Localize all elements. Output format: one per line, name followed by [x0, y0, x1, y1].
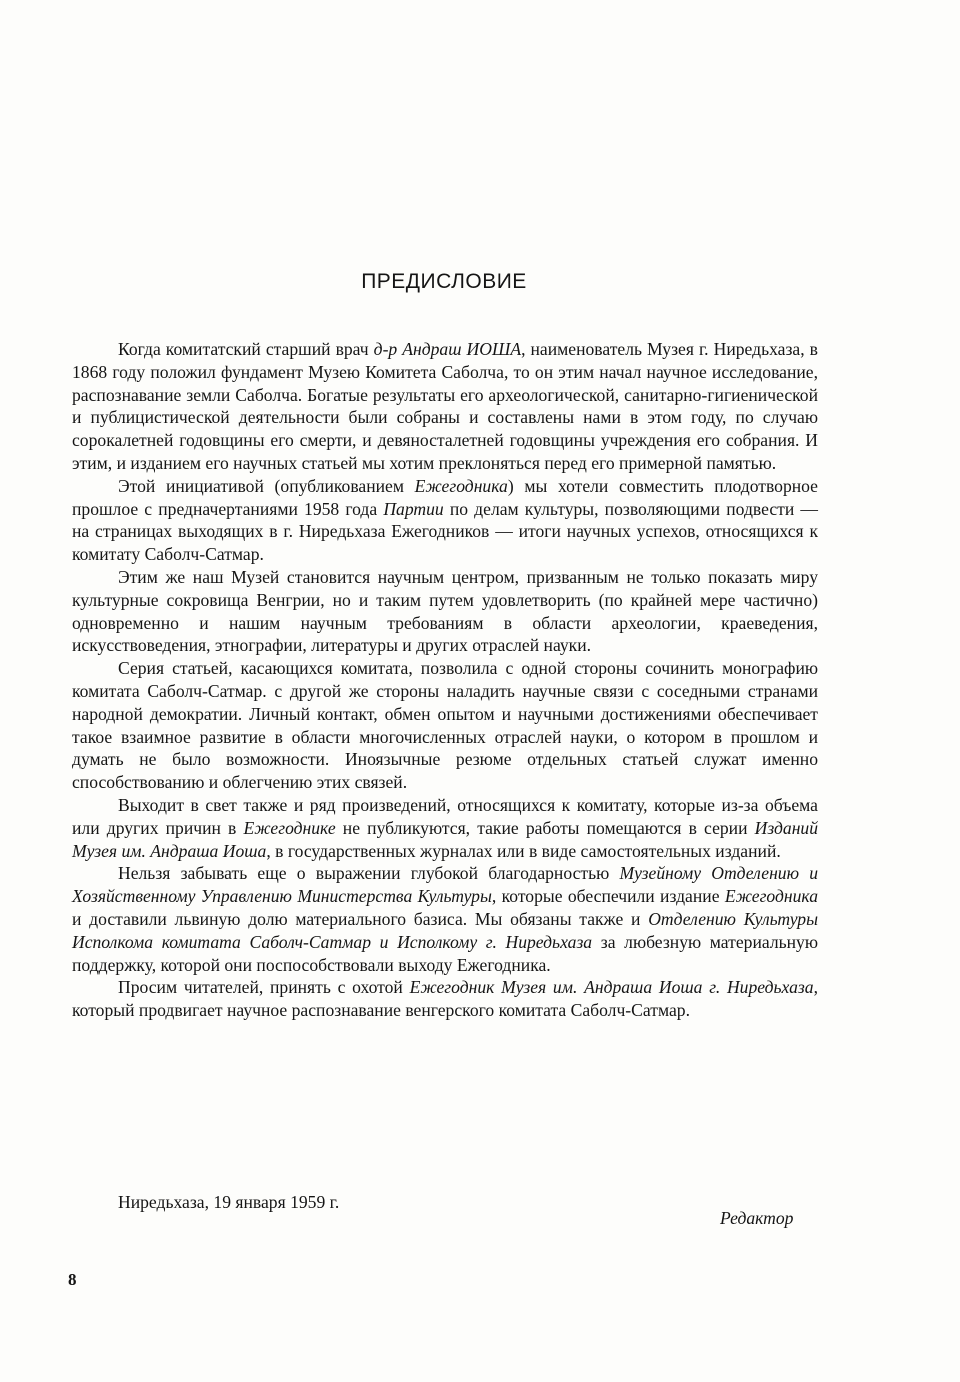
paragraph: [72, 657, 818, 794]
text-run: по делам культуры, позволяющими подвести — на страницах выходящих в г. Ниредьхаза Ежегодников — итоги научных успехов, относящихся к комитату Саболч-Сатмар.: [72, 498, 818, 565]
text-run: , в государственных журналах или в виде самостоятельных изданий.: [266, 840, 781, 861]
italic-run: Ежегодник Музея им. Андраша Иоша г. Ниредьхаза: [409, 977, 814, 998]
italic-run: Ежегодника: [724, 886, 819, 907]
paragraph: [72, 338, 818, 475]
text-run: Нельзя забывать еще о выражении глубокой благодарностью: [118, 863, 620, 884]
place-and-date: Ниредьхаза, 19 января 1959 г.: [118, 1192, 340, 1212]
italic-run: Изданий Музея им. Андраша Иоша: [72, 817, 819, 861]
page-number: 8: [68, 1270, 77, 1289]
paragraph: [72, 475, 818, 566]
preface-body: [72, 338, 818, 1022]
page-title: ПРЕДИСЛОВИЕ: [361, 270, 527, 293]
text-run: Этой инициативой (опубликованием: [118, 475, 415, 496]
italic-run: Музейному Отделению и Хозяйственному Управлению Министерства Культуры: [72, 863, 818, 907]
paragraph: [72, 566, 818, 657]
text-run: , которые обеспечили издание: [491, 886, 725, 907]
paragraph: [72, 794, 818, 862]
italic-run: Ежегоднике: [243, 817, 336, 838]
text-run: , наименователь Музея г. Ниредьхаза, в 1868 году положил фундамент Музею Комитета Саболча, то он этим начал научное исследование, распознавание земли Саболча. Богатые результаты его археологической, санитарно-гигиенической и публицистической деятельности были собраны и составлены нами в этом году, по случаю сорокалетней годовщины его смерти, и девяносталетней годовщины учреждения его собрания. И этим, и изданием его научных статьей мы хотим преклоняться перед его примерной памятью.: [72, 339, 818, 473]
text-run: Этим же наш Музей становится научным центром, призванным не только показать миру культурные сокровища Венгрии, но и таким путем удовлетворить (по крайней мере частично) одновременно и нашим научным требованиям в области археологии, краеведения, искусствоведения, этнографии, литературы и других отраслей науки.: [72, 566, 818, 656]
text-run: Когда комитатский старший врач: [118, 339, 374, 359]
text-run: и доставили львиную долю материального базиса. Мы обязаны также и: [72, 908, 649, 929]
text-run: не публикуются, такие работы помещаются в серии: [335, 817, 755, 838]
paragraph: [72, 862, 818, 976]
text-run: Выходит в свет также и ряд произведений, относящихся к комитату, которые из-за объема или других причин в: [72, 794, 818, 838]
paragraph: [72, 976, 818, 1022]
text-run: за любезную материальную поддержку, которой они поспособствовали выходу Ежегодника.: [72, 931, 818, 975]
text-run: Серия статьей, касающихся комитата, позволила с одной стороны сочинить монографию комитата Саболч-Сатмар. с другой же стороны наладить научные связи с соседными странами народной демократии. Личный контакт, обмен опытом и научными достижениями обеспечивает такое взаимное развитие в области многочисленных отраслей науки, о котором в прошлом и думать не было возможности. Иноязычные резюме отдельных статьей служат именно способствованию и облегчению этих связей.: [72, 658, 818, 793]
italic-run: Ежегодника: [414, 475, 508, 496]
italic-run: д-р Андраш ИОША: [373, 339, 522, 359]
text-run: Просим читателей, принять с охотой: [118, 977, 410, 998]
italic-run: Партии: [383, 498, 444, 519]
italic-run: Отделению Культуры Исполкома комитата Саболч-Сатмар и Исполкому г. Ниредьхаза: [72, 908, 818, 952]
signature-editor: Редактор: [720, 1208, 794, 1228]
text-run: ) мы хотели совместить плодотворное прошлое с предначертаниями 1958 года: [72, 475, 818, 519]
text-run: , который продвигает научное распознавание венгерского комитата Саболч-Сатмар.: [72, 977, 818, 1021]
